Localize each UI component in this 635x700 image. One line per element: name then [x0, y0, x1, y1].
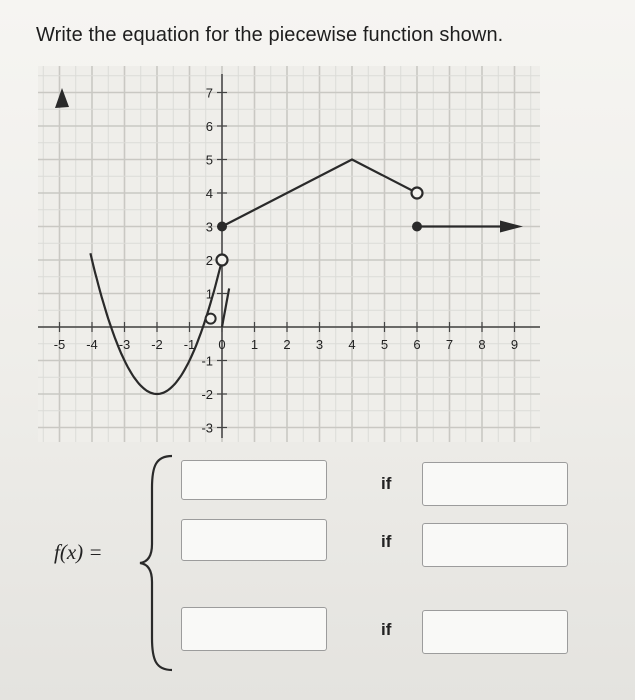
y-tick-label: -1	[201, 353, 213, 369]
y-tick-label: 7	[205, 85, 213, 101]
x-tick-label: -2	[151, 337, 163, 352]
condition-input-1[interactable]	[422, 462, 568, 506]
x-tick-label: 0	[218, 337, 226, 352]
open-point-6-4	[412, 188, 423, 199]
if-label-3: if	[381, 620, 392, 639]
question-prompt: Write the equation for the piecewise function shown.	[36, 24, 504, 46]
x-tick-label: 6	[413, 337, 421, 352]
x-tick-label: 2	[283, 337, 291, 352]
closed-point-0-3	[217, 222, 227, 232]
x-tick-label: -1	[183, 337, 196, 352]
x-tick-label: 8	[478, 337, 486, 352]
y-tick-label: 2	[205, 253, 213, 268]
closed-point-6-3	[412, 222, 422, 232]
x-tick-label: 7	[445, 337, 454, 352]
x-tick-label: 5	[380, 337, 389, 352]
expression-input-3[interactable]	[181, 607, 327, 651]
y-tick-label: -3	[201, 420, 213, 436]
condition-input-2[interactable]	[422, 523, 568, 567]
x-tick-label: -4	[86, 337, 98, 352]
expression-input-2[interactable]	[181, 519, 327, 561]
x-tick-label: 9	[510, 337, 519, 352]
if-label-2: if	[381, 532, 392, 551]
if-label-1: if	[381, 474, 392, 493]
x-tick-label: 1	[250, 337, 259, 352]
function-label: f(x) =	[54, 540, 103, 564]
left-brace	[138, 452, 178, 674]
expression-input-1[interactable]	[181, 460, 327, 500]
y-tick-label: 3	[205, 219, 213, 235]
x-tick-label: 3	[315, 337, 324, 352]
y-tick-label: 6	[205, 119, 213, 134]
x-tick-label: -3	[118, 337, 131, 352]
open-point-0-2	[217, 255, 228, 266]
y-tick-label: 1	[205, 286, 213, 302]
x-tick-label: -5	[53, 337, 66, 352]
open-point-origin	[206, 314, 216, 324]
y-tick-label: 4	[205, 186, 213, 201]
graph-area	[38, 66, 540, 442]
x-tick-label: 4	[348, 337, 356, 352]
y-tick-label: 5	[205, 152, 213, 168]
condition-input-3[interactable]	[422, 610, 568, 654]
y-tick-label: -2	[201, 387, 213, 402]
